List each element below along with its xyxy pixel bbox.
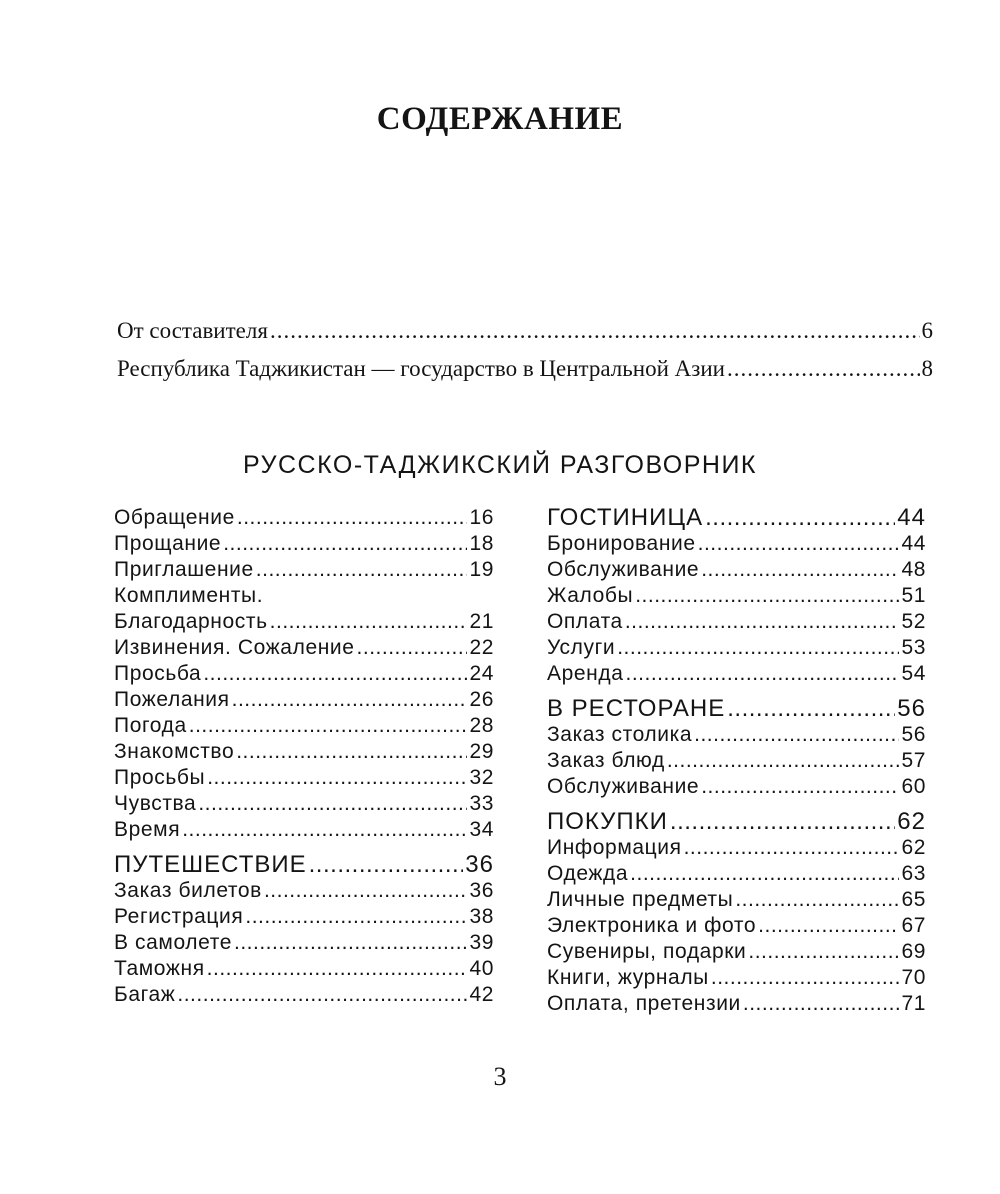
dot-leader <box>198 791 467 817</box>
dot-leader <box>626 661 900 687</box>
toc-entry-page: 60 <box>901 775 926 798</box>
dot-leader <box>357 635 468 661</box>
toc-entry-page: 16 <box>469 506 494 529</box>
toc-entry[interactable] <box>114 956 494 982</box>
dot-leader <box>743 991 900 1017</box>
toc-entry-page: 65 <box>901 888 926 911</box>
toc-entry[interactable] <box>114 878 494 904</box>
toc-entry-page: 6 <box>921 318 933 343</box>
dot-leader <box>189 713 468 739</box>
toc-entry[interactable] <box>114 982 494 1008</box>
toc-entry-page: 24 <box>469 662 494 685</box>
dot-leader <box>635 583 899 609</box>
toc-entry-page: 42 <box>469 983 494 1006</box>
dot-leader <box>203 661 467 687</box>
toc-entry[interactable] <box>114 687 494 713</box>
toc-entry-label: Книги, журналы <box>547 966 709 989</box>
toc-entry-page: 63 <box>901 862 926 885</box>
dot-leader <box>727 356 920 382</box>
toc-right-column <box>547 505 926 1017</box>
toc-entry[interactable] <box>114 791 494 817</box>
toc-entry-label: Пожелания <box>114 688 230 711</box>
dot-leader <box>264 878 468 904</box>
dot-leader <box>758 913 899 939</box>
dot-leader <box>670 809 895 835</box>
toc-entry[interactable] <box>114 661 494 687</box>
toc-entry-label: Время <box>114 818 181 841</box>
toc-entry[interactable] <box>547 965 926 991</box>
toc-entry-label: Знакомство <box>114 740 235 763</box>
toc-entry-label: Багаж <box>114 983 176 1006</box>
toc-entry[interactable] <box>547 661 926 687</box>
toc-entry-label: Заказ блюд <box>547 749 665 772</box>
toc-entry-label: Обслуживание <box>547 775 700 798</box>
toc-entry-label: Чувства <box>114 792 197 815</box>
toc-entry-label: В РЕСТОРАНЕ <box>547 695 726 722</box>
dot-leader <box>735 887 899 913</box>
dot-leader <box>667 748 900 774</box>
toc-entry-page: 62 <box>897 808 926 835</box>
toc-entry[interactable] <box>114 609 494 635</box>
dot-leader <box>684 835 900 861</box>
toc-entry[interactable] <box>547 583 926 609</box>
toc-entry-label: Электроника и фото <box>547 914 757 937</box>
toc-entry-label: Бронирование <box>547 532 696 555</box>
dot-leader <box>698 531 900 557</box>
toc-entry-label: Прощание <box>114 532 222 555</box>
toc-entry[interactable] <box>547 635 926 661</box>
toc-entry-page: 22 <box>469 636 494 659</box>
toc-section-heading[interactable] <box>547 505 926 531</box>
toc-entry-label: Услуги <box>547 636 616 659</box>
dot-leader <box>705 505 895 531</box>
dot-leader <box>727 696 895 722</box>
toc-entry-page: 34 <box>469 818 494 841</box>
dot-leader <box>701 774 899 800</box>
toc-left-column <box>114 505 494 1008</box>
toc-entry-page: 56 <box>897 695 926 722</box>
dot-leader <box>207 765 467 791</box>
toc-entry-page: 54 <box>901 662 926 685</box>
dot-leader <box>694 722 899 748</box>
dot-leader <box>711 965 900 991</box>
toc-entry-label: Извинения. Сожаление <box>114 636 355 659</box>
toc-entry-label: ПУТЕШЕСТВИЕ <box>114 851 307 878</box>
toc-entry[interactable] <box>114 765 494 791</box>
toc-entry[interactable] <box>547 835 926 861</box>
dot-leader <box>256 557 468 583</box>
toc-entry-page: 26 <box>469 688 494 711</box>
toc-entry-page: 32 <box>469 766 494 789</box>
toc-entry-page: 39 <box>469 931 494 954</box>
toc-entry[interactable] <box>114 904 494 930</box>
toc-entry-label: Жалобы <box>547 584 634 607</box>
toc-entry-page: 29 <box>469 740 494 763</box>
toc-entry-label: Аренда <box>547 662 624 685</box>
toc-entry-label: Республика Таджикистан — государство в Центральной Азии <box>117 356 725 381</box>
dot-leader <box>182 817 467 843</box>
toc-entry[interactable] <box>547 557 926 583</box>
toc-entry-page: 44 <box>897 504 926 531</box>
dot-leader <box>207 956 468 982</box>
toc-entry-label: Таможня <box>114 957 205 980</box>
toc-entry-label: От составителя <box>117 318 268 343</box>
toc-entry[interactable] <box>547 861 926 887</box>
dot-leader <box>177 982 467 1008</box>
toc-entry-page: 53 <box>901 636 926 659</box>
toc-entry[interactable] <box>114 930 494 956</box>
dot-leader <box>701 557 899 583</box>
intro-list <box>117 318 933 394</box>
toc-entry[interactable] <box>114 713 494 739</box>
toc-entry[interactable] <box>114 557 494 583</box>
toc-entry[interactable] <box>114 739 494 765</box>
dot-leader <box>234 930 467 956</box>
toc-entry-label: Просьбы <box>114 766 206 789</box>
toc-entry-page: 18 <box>469 532 494 555</box>
dot-leader <box>232 687 468 713</box>
toc-entry[interactable] <box>547 609 926 635</box>
toc-entry[interactable] <box>114 531 494 557</box>
toc-entry-page: 33 <box>469 792 494 815</box>
toc-entry-label: Приглашение <box>114 558 254 581</box>
toc-entry-label: Оплата <box>547 610 623 633</box>
toc-entry-page: 36 <box>465 851 494 878</box>
toc-entry[interactable] <box>547 939 926 965</box>
toc-entry-page: 38 <box>469 905 494 928</box>
dot-leader <box>625 609 900 635</box>
toc-entry-page: 71 <box>901 992 926 1015</box>
toc-entry-page: 52 <box>901 610 926 633</box>
toc-entry-label: Сувениры, подарки <box>547 940 747 963</box>
toc-entry-page: 56 <box>901 723 926 746</box>
page-number: 3 <box>493 1062 507 1091</box>
toc-entry-page: 36 <box>469 879 494 902</box>
toc-entry-page: 48 <box>901 558 926 581</box>
toc-entry-page: 67 <box>901 914 926 937</box>
toc-entry-page: 44 <box>901 532 926 555</box>
toc-entry-label: Обслуживание <box>547 558 700 581</box>
toc-entry-label: Оплата, претензии <box>547 992 741 1015</box>
toc-entry-page: 62 <box>901 836 926 859</box>
toc-entry-page: 19 <box>469 558 494 581</box>
toc-entry-label: Заказ столика <box>547 723 693 746</box>
toc-entry[interactable] <box>547 531 926 557</box>
toc-entry-label: Благодарность <box>114 610 268 633</box>
toc-entry[interactable] <box>117 318 933 356</box>
toc-entry-label: Просьба <box>114 662 202 685</box>
toc-entry[interactable] <box>547 887 926 913</box>
toc-entry-label: ПОКУПКИ <box>547 808 668 835</box>
dot-leader <box>617 635 899 661</box>
toc-entry[interactable] <box>547 748 926 774</box>
toc-entry[interactable] <box>547 774 926 800</box>
toc-entry-page: 8 <box>921 356 933 381</box>
toc-entry[interactable] <box>114 505 494 531</box>
toc-entry[interactable] <box>114 635 494 661</box>
toc-entry-page: 70 <box>901 966 926 989</box>
dot-leader <box>309 852 464 878</box>
toc-entry[interactable] <box>114 817 494 843</box>
toc-entry-label: Комплименты. <box>114 584 264 607</box>
toc-entry-page: 57 <box>901 749 926 772</box>
toc-section-heading[interactable] <box>547 696 926 722</box>
toc-entry[interactable] <box>547 913 926 939</box>
toc-entry-label: В самолете <box>114 931 232 954</box>
toc-entry-label: Заказ билетов <box>114 879 262 902</box>
toc-entry-label: Личные предметы <box>547 888 734 911</box>
toc-entry-label: Регистрация <box>114 905 244 928</box>
dot-leader <box>245 904 467 930</box>
toc-entry-label: Обращение <box>114 506 235 529</box>
dot-leader <box>748 939 899 965</box>
dot-leader <box>630 861 899 887</box>
dot-leader <box>236 739 467 765</box>
page-title: СОДЕРЖАНИЕ <box>376 101 624 137</box>
toc-entry-page: 40 <box>469 957 494 980</box>
dot-leader <box>270 318 920 344</box>
toc-entry-page: 69 <box>901 940 926 963</box>
toc-entry-label: Информация <box>547 836 682 859</box>
toc-section-heading[interactable] <box>114 852 494 878</box>
toc-entry[interactable] <box>117 356 933 394</box>
section-title: РУССКО-ТАДЖИКСКИЙ РАЗГОВОРНИК <box>242 451 757 479</box>
toc-entry-label: Погода <box>114 714 187 737</box>
dot-leader <box>270 609 468 635</box>
toc-entry-label: Одежда <box>547 862 629 885</box>
toc-entry-label: ГОСТИНИЦА <box>547 504 704 531</box>
dot-leader <box>223 531 467 557</box>
toc-entry-page: 51 <box>901 584 926 607</box>
toc-entry[interactable] <box>547 991 926 1017</box>
dot-leader <box>237 505 468 531</box>
toc-entry-page: 28 <box>469 714 494 737</box>
toc-section-heading[interactable] <box>547 809 926 835</box>
toc-entry-page: 21 <box>469 610 494 633</box>
toc-entry[interactable] <box>547 722 926 748</box>
